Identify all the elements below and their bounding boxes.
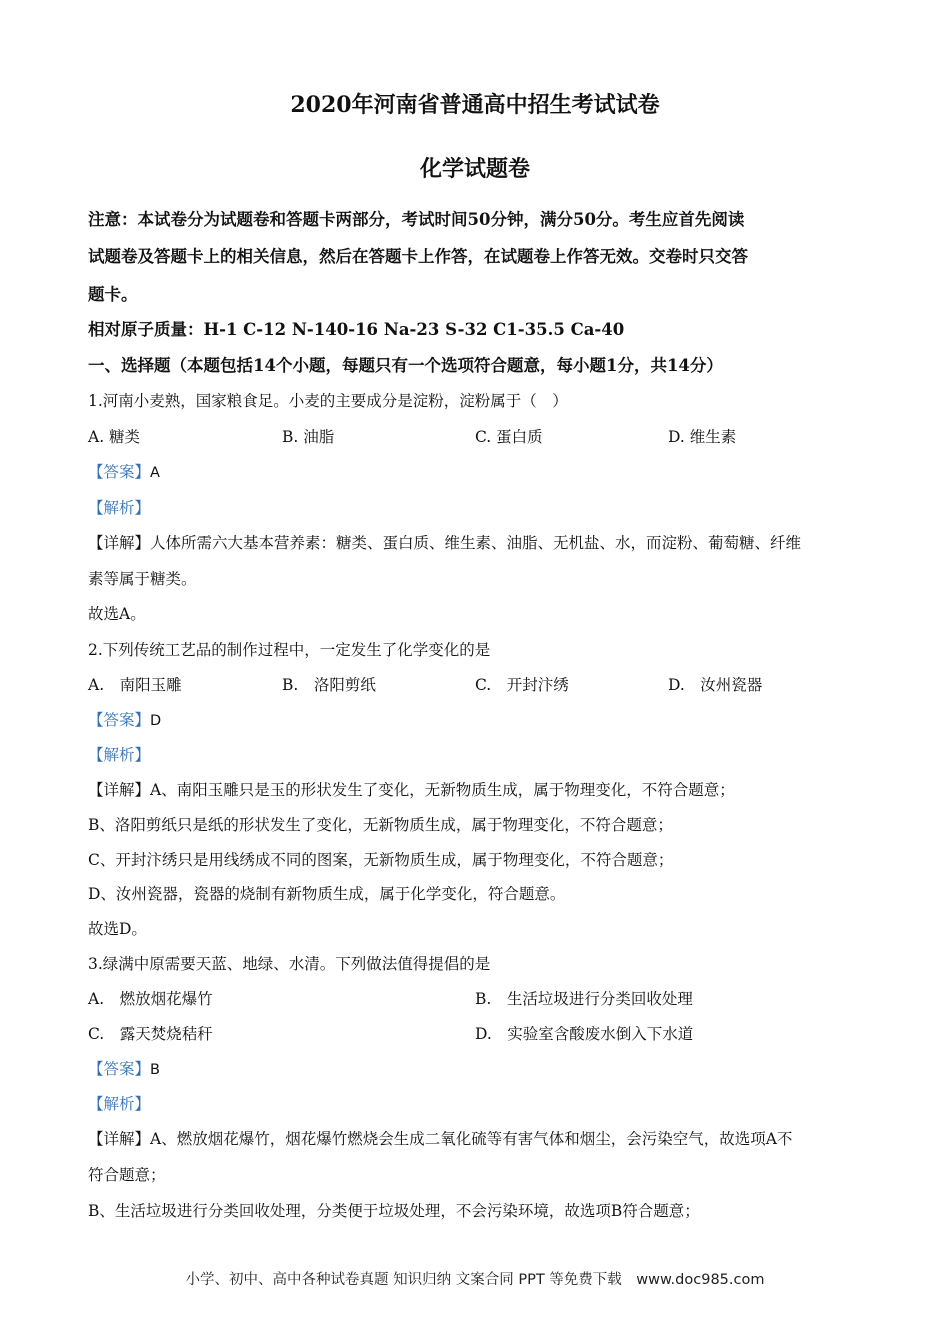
page-footer: 小学、初中、高中各种试卷真题 知识归纳 文案合同 PPT 等免费下载 www.doc985.com xyxy=(185,1272,765,1288)
q3-detail-line: B、生活垃圾进行分类回收处理，分类便于垃圾处理，不会污染环境，故选项B符合题意； xyxy=(88,1202,700,1220)
exam-subtitle: 化学试题卷 xyxy=(419,156,530,182)
answer-value: D xyxy=(150,713,162,729)
q3-option-c: C. 露天焚烧秸秆 xyxy=(88,1025,213,1043)
q1-detail-cont: 素等属于糖类。 xyxy=(88,570,197,588)
answer-value: B xyxy=(150,1062,160,1078)
notice-line: 注意：本试卷分为试题卷和答题卡两部分，考试时间50分钟，满分50分。考生应首先阅读 xyxy=(88,210,745,229)
q1-conclusion: 故选A。 xyxy=(88,605,146,623)
q1-option-c: C. 蛋白质 xyxy=(475,428,543,446)
q1-option-d: D. 维生素 xyxy=(668,428,737,446)
q1-analysis xyxy=(88,496,150,518)
q2-detail-line: B、洛阳剪纸只是纸的形状发生了变化，无新物质生成，属于物理变化，不符合题意； xyxy=(88,816,673,834)
answer-tag: 【答案】 xyxy=(88,711,151,729)
detail-text: 人体所需六大基本营养素：糖类、蛋白质、维生素、油脂、无机盐、水，而淀粉、葡萄糖、纤维 xyxy=(150,534,802,552)
question-3-stem: 3.绿满中原需要天蓝、地绿、水清。下列做法值得提倡的是 xyxy=(88,955,491,973)
q3-answer xyxy=(88,1057,160,1079)
q1-answer xyxy=(88,460,160,482)
q2-option-c: C. 开封汴绣 xyxy=(475,676,569,694)
q2-detail-line: D、汝州瓷器，瓷器的烧制有新物质生成，属于化学变化，符合题意。 xyxy=(88,885,566,903)
q3-detail xyxy=(88,1127,792,1149)
analysis-tag: 【解析】 xyxy=(88,746,151,764)
section-heading: 一、选择题（本题包括14个小题，每题只有一个选项符合题意，每小题1分，共14分） xyxy=(88,356,723,375)
q2-answer xyxy=(88,708,161,730)
q2-option-d: D. 汝州瓷器 xyxy=(668,676,763,694)
detail-tag: 【详解】 xyxy=(88,1130,151,1148)
exam-title: 2020年河南省普通高中招生考试试卷 xyxy=(290,92,660,118)
detail-text: A、燃放烟花爆竹，烟花爆竹燃烧会生成二氧化硫等有害气体和烟尘，会污染空气，故选项A不 xyxy=(150,1130,793,1148)
q3-detail-cont: 符合题意； xyxy=(88,1166,166,1184)
q2-analysis xyxy=(88,743,150,765)
question-2-stem: 2.下列传统工艺品的制作过程中，一定发生了化学变化的是 xyxy=(88,641,491,659)
atomic-mass: 相对原子质量：H-1 C-12 N-140-16 Na-23 S-32 C1-35.5 Ca-40 xyxy=(88,320,625,339)
q3-option-b: B. 生活垃圾进行分类回收处理 xyxy=(475,990,693,1008)
q1-option-b: B. 油脂 xyxy=(282,428,335,446)
q2-detail-line: C、开封汴绣只是用线绣成不同的图案，无新物质生成，属于物理变化，不符合题意； xyxy=(88,851,674,869)
answer-tag: 【答案】 xyxy=(88,463,151,481)
q2-detail xyxy=(88,778,735,800)
answer-value: A xyxy=(150,465,160,481)
q1-option-a: A. 糖类 xyxy=(88,428,141,446)
detail-tag: 【详解】 xyxy=(88,534,151,552)
q1-detail xyxy=(88,531,801,553)
analysis-tag: 【解析】 xyxy=(88,1095,151,1113)
notice-line: 试题卷及答题卡上的相关信息，然后在答题卡上作答，在试题卷上作答无效。交卷时只交答 xyxy=(88,247,748,266)
q2-option-b: B. 洛阳剪纸 xyxy=(282,676,376,694)
notice-line: 题卡。 xyxy=(88,285,138,304)
q3-analysis xyxy=(88,1092,150,1114)
question-1-stem: 1.河南小麦熟，国家粮食足。小麦的主要成分是淀粉，淀粉属于（ ） xyxy=(88,392,568,410)
answer-tag: 【答案】 xyxy=(88,1060,151,1078)
q2-option-a: A. 南阳玉雕 xyxy=(88,676,182,694)
detail-text: A、南阳玉雕只是玉的形状发生了变化，无新物质生成，属于物理变化，不符合题意； xyxy=(150,781,735,799)
detail-tag: 【详解】 xyxy=(88,781,151,799)
q2-conclusion: 故选D。 xyxy=(88,920,147,938)
q3-option-d: D. 实验室含酸废水倒入下水道 xyxy=(475,1025,694,1043)
q3-option-a: A. 燃放烟花爆竹 xyxy=(88,990,213,1008)
analysis-tag: 【解析】 xyxy=(88,499,151,517)
